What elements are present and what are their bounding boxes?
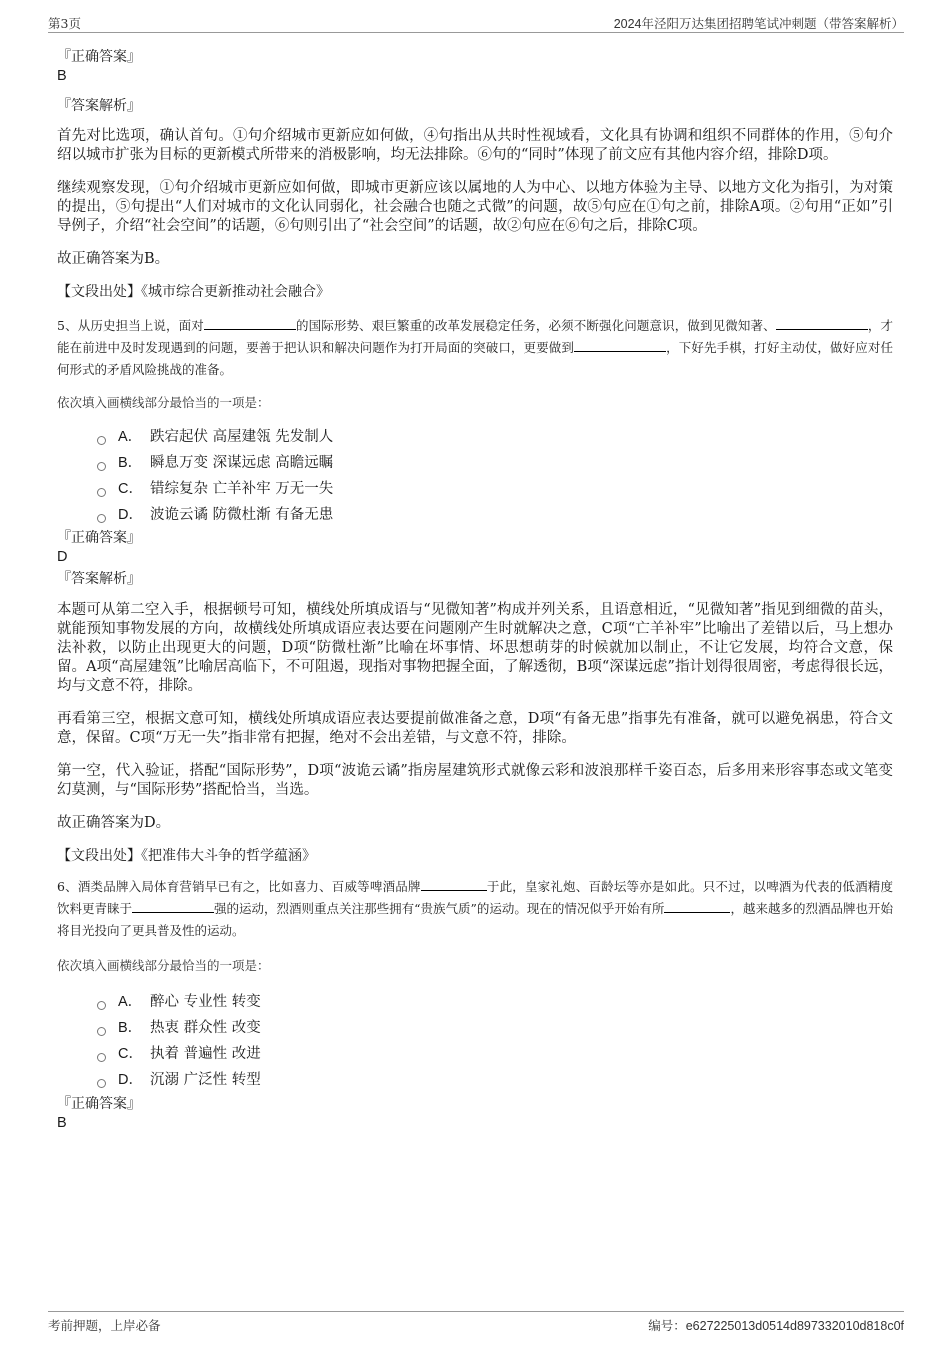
radio-button-icon[interactable]: [97, 488, 106, 497]
option-c[interactable]: [97, 476, 893, 502]
radio-button-icon[interactable]: [97, 514, 106, 523]
option-c[interactable]: [97, 1041, 893, 1067]
blank-line: [574, 339, 666, 352]
source-label: 【文段出处】: [57, 848, 141, 864]
blank-line: [664, 900, 730, 913]
stem-text: ，越来越多的烈酒品牌也开始将目光投向了更具普及性的运动。: [57, 901, 893, 938]
analysis-paragraph: 本题可从第二空入手，根据顿号可知，横线处所填成语与“见微知著”构成并列关系，且语意相近，“见微知著”指见到细微的苗头，就能预知事物发展的方向，故横线处所填成语应表达要在问题刚产生时就解决之意，C项“亡羊补牢”比喻出了差错以后，马上想办法补救，以防止出现更大的问题，D项“防微杜渐”比喻在坏事情、坏思想萌芽的时候就加以制止，不让它发展，均符合文意，保留。A项“高屋建瓴”比喻居高临下，不可阻遏，现指对事物把握全面，了解透彻，B项“深谋远虑”指计划得很周密，考虑得很长远，均与文意不符，排除。: [57, 602, 893, 694]
blank-line: [132, 900, 214, 913]
option-a[interactable]: [97, 424, 893, 450]
blank-line: [776, 317, 868, 330]
answer-value: D: [57, 549, 68, 565]
source-title: 《把准伟大斗争的哲学蕴涵》: [141, 848, 316, 864]
option-key: D．: [118, 507, 143, 523]
option-a[interactable]: [97, 989, 893, 1015]
answer-value: B: [57, 68, 67, 84]
stem-text: 于此，皇家礼炮、百龄坛等亦是如此。只不过，以啤酒为代表的低酒精度饮料更青睐于: [57, 879, 893, 916]
question-stem: [57, 876, 893, 942]
question-hint: 依次填入画横线部分最恰当的一项是：: [57, 395, 270, 410]
source-line: [57, 283, 893, 302]
answer-section: [57, 48, 893, 302]
page-header: [48, 12, 904, 33]
options-list: [97, 424, 893, 528]
option-key: A．: [118, 429, 143, 445]
stem-text: 强的运动，烈酒则重点关注那些拥有“贵族气质”的运动。现在的情况似乎开始有所: [214, 901, 665, 916]
question-stem: [57, 315, 893, 381]
blank-line: [421, 878, 487, 891]
document-title: 2024年泾阳万达集团招聘笔试冲刺题（带答案解析）: [613, 17, 904, 31]
question-5: [57, 315, 893, 866]
option-key: C．: [118, 481, 143, 497]
answer-label: 『正确答案』: [57, 1096, 141, 1112]
option-b[interactable]: [97, 1015, 893, 1041]
analysis-paragraph: 第一空，代入验证，搭配“国际形势”，D项“波诡云谲”指房屋建筑形式就像云彩和波浪那样千姿百态，后多用来形容事态或文笔变幻莫测，与“国际形势”搭配恰当，当选。: [57, 763, 893, 798]
source-line: [57, 847, 893, 866]
page-number: 第3页: [48, 16, 81, 31]
source-title: 《城市综合更新推动社会融合》: [141, 284, 330, 300]
radio-button-icon[interactable]: [97, 1001, 106, 1010]
analysis-label: 『答案解析』: [57, 571, 141, 587]
source-label: 【文段出处】: [57, 284, 141, 300]
stem-text: ，才能在前进中及时发现遇到的问题，要善于把认识和解决问题作为打开局面的突破口，更要做到: [57, 318, 893, 355]
option-d[interactable]: [97, 1067, 893, 1093]
radio-button-icon[interactable]: [97, 1027, 106, 1036]
stem-text: ，下好先手棋，打好主动仗，做好应对任何形式的矛盾风险挑战的准备。: [57, 340, 893, 377]
option-text: 瞬息万变 深谋远虑 高瞻远瞩: [150, 455, 334, 471]
options-list: [97, 989, 893, 1093]
option-text: 跌宕起伏 高屋建瓴 先发制人: [150, 429, 334, 445]
option-text: 错综复杂 亡羊补牢 万无一失: [150, 481, 334, 497]
option-key: B．: [118, 455, 143, 471]
option-key: D．: [118, 1072, 143, 1088]
option-key: A．: [118, 994, 143, 1010]
stem-text: 5、从历史担当上说，面对: [57, 318, 204, 333]
radio-button-icon[interactable]: [97, 436, 106, 445]
analysis-paragraph: 继续观察发现，①句介绍城市更新应如何做，即城市更新应该以属地的人为中心、以地方体验为主导、以地方文化为指引，为对策的提出，⑤句提出“人们对城市的文化认同弱化，社会融合也随之式微”的问题，故⑤句应在①句之前，排除A项。②句用“正如”引导例子，介绍“社会空间”的话题，⑥句则引出了“社会空间”的话题，故②句应在⑥句之后，排除C项。: [57, 180, 893, 234]
option-text: 醉心 专业性 转变: [150, 994, 261, 1010]
question-hint: 依次填入画横线部分最恰当的一项是：: [57, 958, 270, 973]
option-text: 热衷 群众性 改变: [150, 1020, 261, 1036]
stem-text: 6、酒类品牌入局体育营销早已有之，比如喜力、百威等啤酒品牌: [57, 879, 421, 894]
option-key: B．: [118, 1020, 143, 1036]
document-id: 编号：e627225013d0514d897332010d818c0f: [648, 1319, 904, 1333]
analysis-paragraph: 故正确答案为B。: [57, 251, 170, 267]
radio-button-icon[interactable]: [97, 462, 106, 471]
option-text: 沉溺 广泛性 转型: [150, 1072, 261, 1088]
answer-value: B: [57, 1115, 67, 1131]
analysis-paragraph: 故正确答案为D。: [57, 815, 171, 831]
analysis-paragraph: 首先对比选项，确认首句。①句介绍城市更新应如何做，④句指出从共时性视域看，文化具有协调和组织不同群体的作用，⑤句介绍以城市扩张为目标的更新模式所带来的消极影响，均无法排除。⑥句的“同时”体现了前文应有其他内容介绍，排除D项。: [57, 128, 893, 163]
analysis-label: 『答案解析』: [57, 98, 141, 114]
answer-label: 『正确答案』: [57, 49, 141, 65]
option-text: 波诡云谲 防微杜渐 有备无患: [150, 507, 334, 523]
option-d[interactable]: [97, 502, 893, 528]
radio-button-icon[interactable]: [97, 1053, 106, 1062]
option-key: C．: [118, 1046, 143, 1062]
question-6: [57, 876, 893, 1133]
blank-line: [204, 317, 296, 330]
page-footer: [48, 1311, 904, 1334]
radio-button-icon[interactable]: [97, 1079, 106, 1088]
document-body: [57, 44, 893, 1133]
stem-text: 的国际形势、艰巨繁重的改革发展稳定任务，必须不断强化问题意识，做到见微知著、: [295, 318, 776, 333]
option-text: 执着 普遍性 改进: [150, 1046, 261, 1062]
analysis-paragraph: 再看第三空，根据文意可知，横线处所填成语应表达要提前做准备之意，D项“有备无患”指事先有准备，就可以避免祸患，符合文意，保留。C项“万无一失”指非常有把握，绝对不会出差错，与文意不符，排除。: [57, 711, 893, 746]
option-b[interactable]: [97, 450, 893, 476]
answer-label: 『正确答案』: [57, 530, 141, 546]
footer-slogan: 考前押题，上岸必备: [48, 1318, 161, 1333]
